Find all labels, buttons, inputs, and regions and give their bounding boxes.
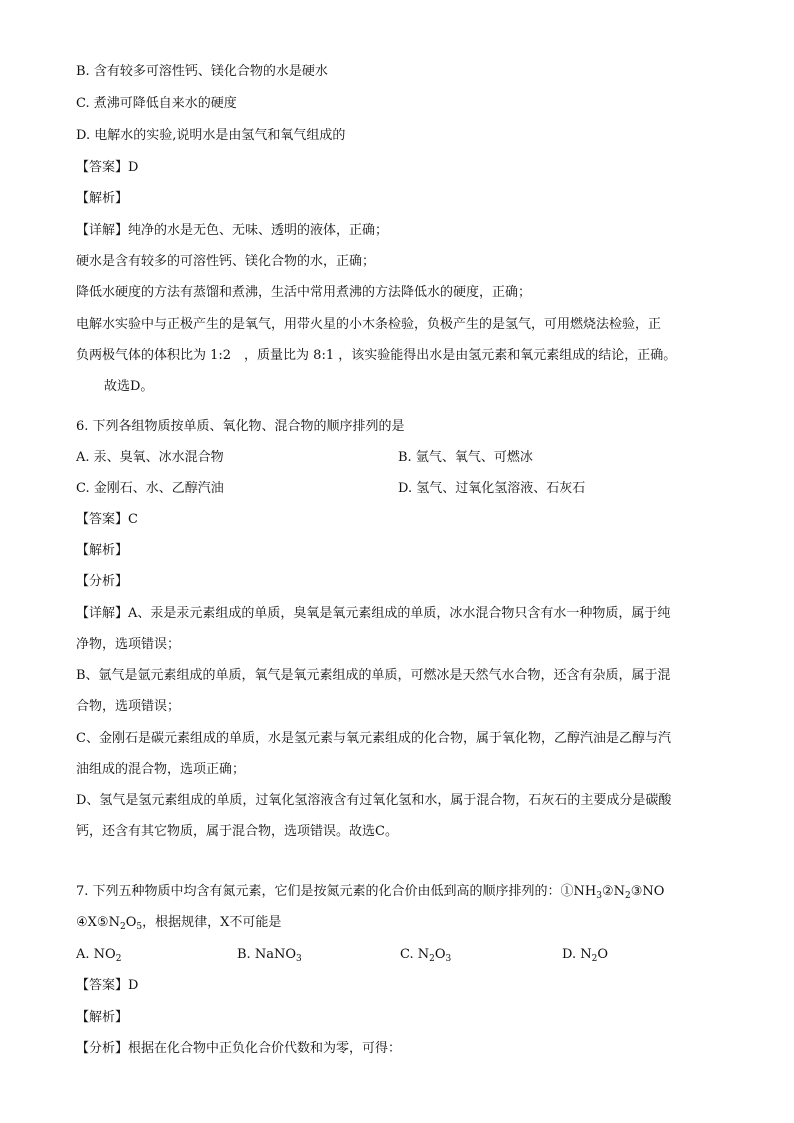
q6-option-a: A. 汞、臭氧、冰水混合物 xyxy=(76,450,224,465)
q6-detail-6: 油组成的混合物，选项正确； xyxy=(76,762,246,777)
q6-detail-8: 钙，还含有其它物质，属于混合物，选项错误。故选C。 xyxy=(76,824,398,839)
q6-analysis: 【解析】 xyxy=(76,543,129,558)
q7-stem-line-2: $④X⑤N_2O_5$，根据规律，X不可能是 xyxy=(76,915,282,932)
q7-option-a: A. $NO_2$ xyxy=(76,947,122,964)
q7-option-d: D. $N_2O$ xyxy=(562,947,609,964)
q6-option-b: B. 氩气、氧气、可燃冰 xyxy=(398,450,533,465)
q6-option-d: D. 氢气、过氧化氢溶液、石灰石 xyxy=(398,481,586,496)
q7-answer: 【答案】D xyxy=(76,978,139,993)
q6-detail-4: 合物，选项错误； xyxy=(76,699,181,714)
q5-detail-5: 负两极气体的体积比为 1:2 ，质量比为 8:1 ，该实验能得出水是由氢元素和氧元素组成的结论，正确。 xyxy=(76,348,677,363)
q7-fenxi: 【分析】根据在化合物中正负化合价代数和为零，可得： xyxy=(76,1041,402,1056)
q6-detail-7: D、氢气是氢元素组成的单质，过氧化氢溶液含有过氧化氢和水，属于混合物，石灰石的主要成分是碳酸 xyxy=(76,793,672,808)
q5-detail-4: 电解水实验中与正极产生的是氧气，用带火星的小木条检验，负极产生的是氢气，可用燃烧法检验，正 xyxy=(76,317,662,332)
q7-option-c: C. $N_2O_3$ xyxy=(400,947,452,964)
q6-stem: 6. 下列各组物质按单质、氧化物、混合物的顺序排列的是 xyxy=(76,419,405,434)
q5-option-d: D. 电解水的实验,说明水是由氢气和氧气组成的 xyxy=(76,128,346,143)
q5-option-c: C. 煮沸可降低自来水的硬度 xyxy=(76,96,237,111)
q5-analysis: 【解析】 xyxy=(76,191,129,206)
q5-answer: 【答案】D xyxy=(76,160,139,175)
q6-detail-1: 【详解】A、汞是汞元素组成的单质，臭氧是氧元素组成的单质，冰水混合物只含有水一种物质，属于纯 xyxy=(76,606,671,621)
q6-answer: 【答案】C xyxy=(76,512,138,527)
q5-detail-2: 硬水是含有较多的可溶性钙、镁化合物的水，正确； xyxy=(76,254,376,269)
q7-option-b: B. NaNO$_3$ xyxy=(237,947,302,964)
q5-detail-1: 【详解】纯净的水是无色、无味、透明的液体，正确； xyxy=(76,223,389,238)
q6-fenxi: 【分析】 xyxy=(76,574,129,589)
q5-detail-6: 故选D。 xyxy=(104,379,154,394)
q7-stem-line-1: 7. 下列五种物质中均含有氮元素，它们是按氮元素的化合价由低到高的顺序排列的：$①NH_3②N_2③NO$ xyxy=(76,884,665,901)
q6-detail-5: C、金刚石是碳元素组成的单质，水是氢元素与氧元素组成的化合物，属于氧化物，乙醇汽油是乙醇与汽 xyxy=(76,731,671,746)
q6-option-c: C. 金刚石、水、乙醇汽油 xyxy=(76,481,224,496)
q5-option-b: B. 含有较多可溶性钙、镁化合物的水是硬水 xyxy=(76,64,328,79)
q6-detail-3: B、氩气是氩元素组成的单质，氧气是氧元素组成的单质，可燃冰是天然气水合物，还含有杂质，属于混 xyxy=(76,668,671,683)
q7-analysis: 【解析】 xyxy=(76,1010,129,1025)
q6-detail-2: 净物，选项错误； xyxy=(76,637,181,652)
q5-detail-3: 降低水硬度的方法有蒸馏和煮沸，生活中常用煮沸的方法降低水的硬度，正确； xyxy=(76,285,532,300)
